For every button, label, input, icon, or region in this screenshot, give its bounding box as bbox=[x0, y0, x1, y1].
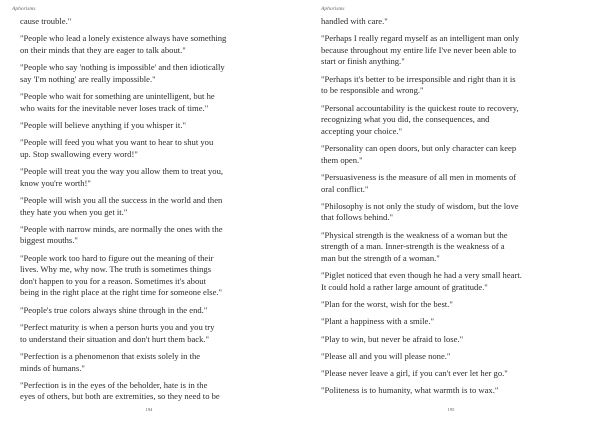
quote bbox=[20, 322, 290, 345]
quote-line: minds of humans." bbox=[20, 362, 85, 373]
quote bbox=[20, 253, 290, 299]
quote-line: to understand their situation and don't hurt them back." bbox=[20, 333, 210, 344]
quote-line: lives. Why me, why now. The truth is sometimes things bbox=[20, 264, 212, 275]
quote-line: them open." bbox=[321, 154, 363, 165]
quote-line: "People will wish you all the success in the world and then bbox=[20, 194, 223, 205]
quote-line: "People will believe anything if you whisper it." bbox=[20, 119, 186, 130]
quote-line: "Perfection is a phenomenon that exists solely in the bbox=[20, 350, 201, 361]
quote bbox=[321, 143, 591, 166]
quote-line: "Plan for the worst, wish for the best." bbox=[321, 299, 453, 310]
quote-line: "People's true colors always shine through in the end." bbox=[20, 304, 208, 315]
quote-line: accepting your choice." bbox=[321, 125, 403, 136]
quote-line: man but the strength of a woman." bbox=[321, 252, 440, 263]
quote-line: "Play to win, but never be afraid to lose." bbox=[321, 333, 464, 344]
quote-line: "Perhaps it's better to be irresponsible and right than it is bbox=[321, 73, 516, 84]
quote-list bbox=[321, 16, 591, 403]
quote-line: they hate you when you get it." bbox=[20, 206, 128, 217]
quote-line: don't happen to you for a reason. Sometimes it's about bbox=[20, 275, 206, 286]
quote-line: "People will feed you what you want to hear to shut you bbox=[20, 137, 214, 148]
page-number: 195 bbox=[447, 407, 455, 412]
quote bbox=[20, 91, 290, 114]
quote-line: "Plant a happiness with a smile." bbox=[321, 316, 434, 327]
quote-line: "Please all and you will please none." bbox=[321, 350, 451, 361]
quote bbox=[321, 172, 591, 195]
quote bbox=[321, 368, 591, 380]
quote-line: "Personal accountability is the quickest route to recovery, bbox=[321, 102, 519, 113]
quote-line: eyes of others, but both are extremities, so they need to be bbox=[20, 391, 220, 402]
quote bbox=[20, 305, 290, 317]
quote-line: cause trouble." bbox=[20, 16, 72, 26]
quote bbox=[20, 120, 290, 132]
quote-line: "Philosophy is not only the study of wisdom, but the love bbox=[321, 200, 519, 211]
quote-line: "Personality can open doors, but only character can keep bbox=[321, 143, 517, 154]
right-page bbox=[300, 0, 600, 424]
quote bbox=[321, 270, 591, 293]
quote-line: who waits for the inevitable never loses track of time." bbox=[20, 102, 209, 113]
running-head: Aphorisms bbox=[321, 6, 345, 12]
quote-line: "Piglet noticed that even though he had a very small heart. bbox=[321, 270, 522, 281]
quote-line: "Perfection is in the eyes of the beholder, hate is in the bbox=[20, 379, 208, 390]
quote-list bbox=[20, 16, 290, 409]
quote bbox=[20, 137, 290, 160]
quote-line: biggest mouths." bbox=[20, 235, 78, 246]
quote-line: because throughout my entire life I've never been able to bbox=[321, 44, 517, 55]
quote-line: "Persuasiveness is the measure of all men in moments of bbox=[321, 171, 517, 182]
quote-line: "People work too hard to figure out the meaning of their bbox=[20, 252, 214, 263]
quote-line: "Please never leave a girl, if you can't ever let her go." bbox=[321, 368, 508, 379]
quote-line: "People will treat you the way you allow them to treat you, bbox=[20, 166, 224, 177]
quote bbox=[321, 299, 591, 311]
quote-line: "People who lead a lonely existence always have something bbox=[20, 33, 227, 44]
quote bbox=[321, 16, 591, 28]
quote bbox=[20, 380, 290, 403]
quote bbox=[321, 351, 591, 363]
quote-line: to be responsible and wrong." bbox=[321, 85, 424, 96]
quote-line: "Physical strength is the weakness of a woman but the bbox=[321, 229, 508, 240]
quote-line: "Perhaps I really regard myself as an intelligent man only bbox=[321, 33, 520, 44]
quote bbox=[20, 33, 290, 56]
quote bbox=[321, 230, 591, 265]
quote bbox=[20, 195, 290, 218]
quote-line: being in the right place at the right time for someone else." bbox=[20, 287, 223, 298]
quote-line: handled with care." bbox=[321, 16, 388, 26]
quote-line: oral conflict." bbox=[321, 183, 369, 194]
quote bbox=[321, 33, 591, 68]
quote bbox=[321, 316, 591, 328]
quote bbox=[20, 16, 290, 28]
quote bbox=[321, 74, 591, 97]
quote bbox=[321, 385, 591, 397]
quote bbox=[20, 351, 290, 374]
quote-line: start or finish anything." bbox=[321, 56, 405, 67]
quote-line: know you're worth!" bbox=[20, 177, 91, 188]
quote-line: recognizing what you did, the consequences, and bbox=[321, 114, 490, 125]
quote-line: strength of a man. Inner-strength is the weakness of a bbox=[321, 241, 505, 252]
quote-line: up. Stop swallowing every word!" bbox=[20, 148, 138, 159]
quote-line: "Perfect maturity is when a person hurts you and you try bbox=[20, 322, 215, 333]
quote bbox=[20, 224, 290, 247]
quote-line: "Politeness is to humanity, what warmth is to wax." bbox=[321, 385, 499, 396]
quote bbox=[20, 62, 290, 85]
quote bbox=[321, 103, 591, 138]
quote-line: It could hold a rather large amount of gratitude." bbox=[321, 281, 488, 292]
quote bbox=[321, 201, 591, 224]
quote-line: "People who wait for something are unintelligent, but he bbox=[20, 91, 215, 102]
quote-line: on their minds that they are eager to talk about." bbox=[20, 44, 186, 55]
quote-line: "People who say 'nothing is impossible' and then idiotically bbox=[20, 62, 225, 73]
quote bbox=[20, 166, 290, 189]
quote-line: "People with narrow minds, are normally the ones with the bbox=[20, 223, 223, 234]
quote-line: that follows behind." bbox=[321, 212, 394, 223]
running-head: Aphorisms bbox=[12, 6, 36, 12]
quote-line: say 'I'm nothing' are really impossible." bbox=[20, 73, 156, 84]
page-number: 194 bbox=[145, 407, 153, 412]
quote bbox=[321, 334, 591, 346]
